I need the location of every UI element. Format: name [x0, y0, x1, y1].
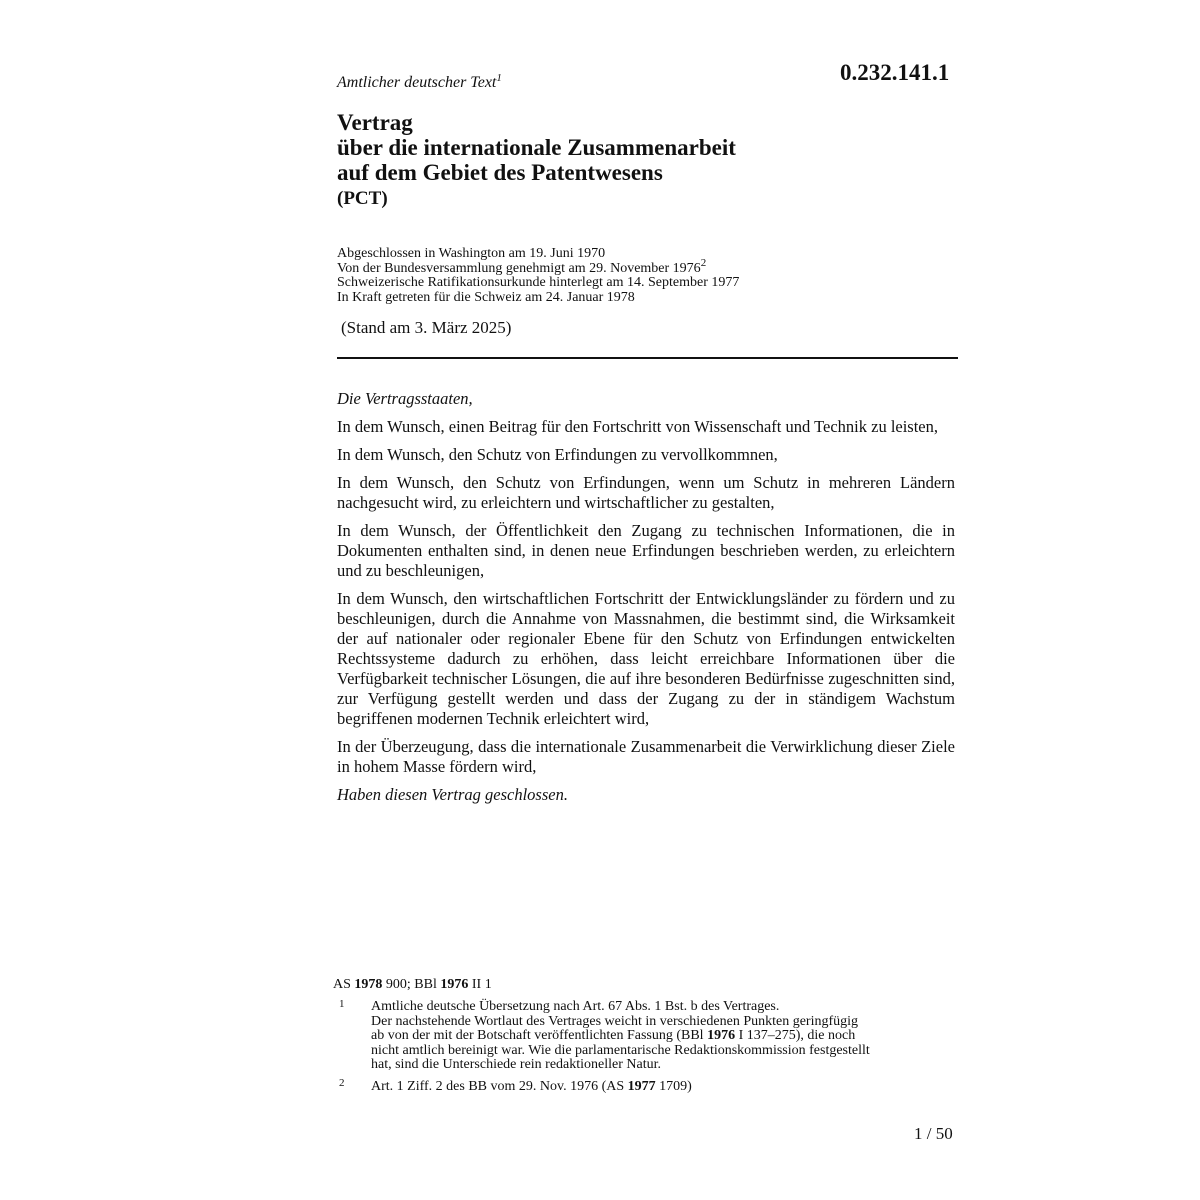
ref-end: II 1 [471, 977, 492, 992]
fn2-a: Art. 1 Ziff. 2 des BB vom 29. Nov. 1976 (AS [371, 1079, 625, 1094]
ref-year2: 1976 [440, 977, 469, 992]
preamble-paragraph: In dem Wunsch, den Schutz von Erfindungen zu vervollkommnen, [337, 445, 778, 464]
footnote-1-number: 1 [339, 998, 345, 1010]
document-title [337, 110, 736, 185]
official-text-label [337, 74, 502, 92]
footnote-1-line [371, 1029, 870, 1044]
date-in-force: In Kraft getreten für die Schweiz am 24. Januar 1978 [337, 289, 635, 305]
official-text-label-text: Amtlicher deutscher Text [337, 74, 497, 91]
footnote-marker-1[interactable]: 1 [496, 72, 502, 84]
title-line-1: Vertrag [337, 110, 413, 135]
preamble-paragraph: In der Überzeugung, dass die internationale Zusammenarbeit die Verwirklichung dieser Ziele in hohem Masse fördern wird, [337, 737, 955, 776]
preamble [337, 389, 955, 813]
preamble-paragraph: In dem Wunsch, der Öffentlichkeit den Zugang zu technischen Informationen, die in Dokumenten enthalten sind, in denen neue Erfindungen beschrieben werden, zu erleichtern und zu beschleunigen, [337, 521, 955, 580]
footnote-marker-2[interactable]: 2 [700, 256, 707, 269]
fn1-line3-a: ab von der mit der Botschaft veröffentlichten Fassung (BBl [371, 1028, 704, 1043]
footnote-2-number: 2 [339, 1077, 345, 1089]
footnote-1-line: Der nachstehende Wortlaut des Vertrages weicht in verschiedenen Punkten geringfügig [371, 1013, 859, 1029]
preamble-paragraph: In dem Wunsch, einen Beitrag für den Fortschritt von Wissenschaft und Technik zu leisten, [337, 417, 939, 436]
date-ratified: Schweizerische Ratifikationsurkunde hinterlegt am 14. September 1977 [337, 275, 740, 290]
title-line-2: über die internationale Zusammenarbeit [337, 135, 736, 160]
header-divider [337, 357, 958, 359]
footnote-1 [371, 1000, 870, 1073]
title-line-3: auf dem Gebiet des Patentwesens [337, 160, 663, 185]
preamble-paragraph: In dem Wunsch, den wirtschaftlichen Fortschritt der Entwicklungsländer zu fördern und zu beschleunigen, durch die Annahme von Massnahmen, die bestimmt sind, die Wirksamkeit der auf nationaler oder regionaler Ebene für den Schutz von Erfindungen entwickelten Rechtssysteme dadurch zu erhöhen, dass leicht erreichbare Informationen über die Verfügbarkeit technischer Lösungen, die auf ihre besonderen Bedürfnisse zugeschnitten sind, zur Verfügung gestellt werden und dass der Zugang zu der in ständigem Wachstum begriffenen modernen Technik erleichtert wird, [337, 589, 955, 728]
date-approved [337, 256, 739, 277]
preamble-closing: Haben diesen Vertrag geschlossen. [337, 785, 568, 804]
title-abbreviation: (PCT) [337, 188, 388, 209]
footnote-1-line: nicht amtlich bereinigt war. Wie die parlamentarische Redaktionskommission festgestellt [371, 1042, 870, 1058]
status-date: (Stand am 3. März 2025) [341, 318, 512, 337]
sr-number: 0.232.141.1 [840, 60, 950, 85]
publication-reference [333, 977, 492, 993]
footnote-2 [371, 1080, 692, 1095]
footnote-1-line: Amtliche deutsche Übersetzung nach Art. 67 Abs. 1 Bst. b des Vertrages. [371, 999, 780, 1014]
date-concluded: Abgeschlossen in Washington am 19. Juni 1970 [337, 246, 606, 261]
fn1-line3-c: I 137–275), die noch [738, 1028, 856, 1043]
ref-mid: 900; BBl [385, 977, 437, 992]
ref-year: 1978 [354, 977, 383, 992]
date-approved-text: Von der Bundesversammlung genehmigt am 29. November 1976 [337, 260, 701, 276]
fn1-line3-b: 1976 [707, 1028, 736, 1043]
page-number: 1 / 50 [914, 1124, 953, 1143]
fn2-c: 1709) [659, 1079, 692, 1094]
treaty-dates [337, 247, 739, 305]
footnote-1-line: hat, sind die Unterschiede rein redaktioneller Natur. [371, 1057, 662, 1072]
preamble-paragraph: In dem Wunsch, den Schutz von Erfindungen, wenn um Schutz in mehreren Ländern nachgesucht wird, zu erleichtern und wirtschaftlicher zu gestalten, [337, 473, 955, 512]
preamble-intro: Die Vertragsstaaten, [337, 389, 473, 408]
fn2-b: 1977 [627, 1079, 656, 1094]
ref-prefix: AS [333, 977, 351, 992]
